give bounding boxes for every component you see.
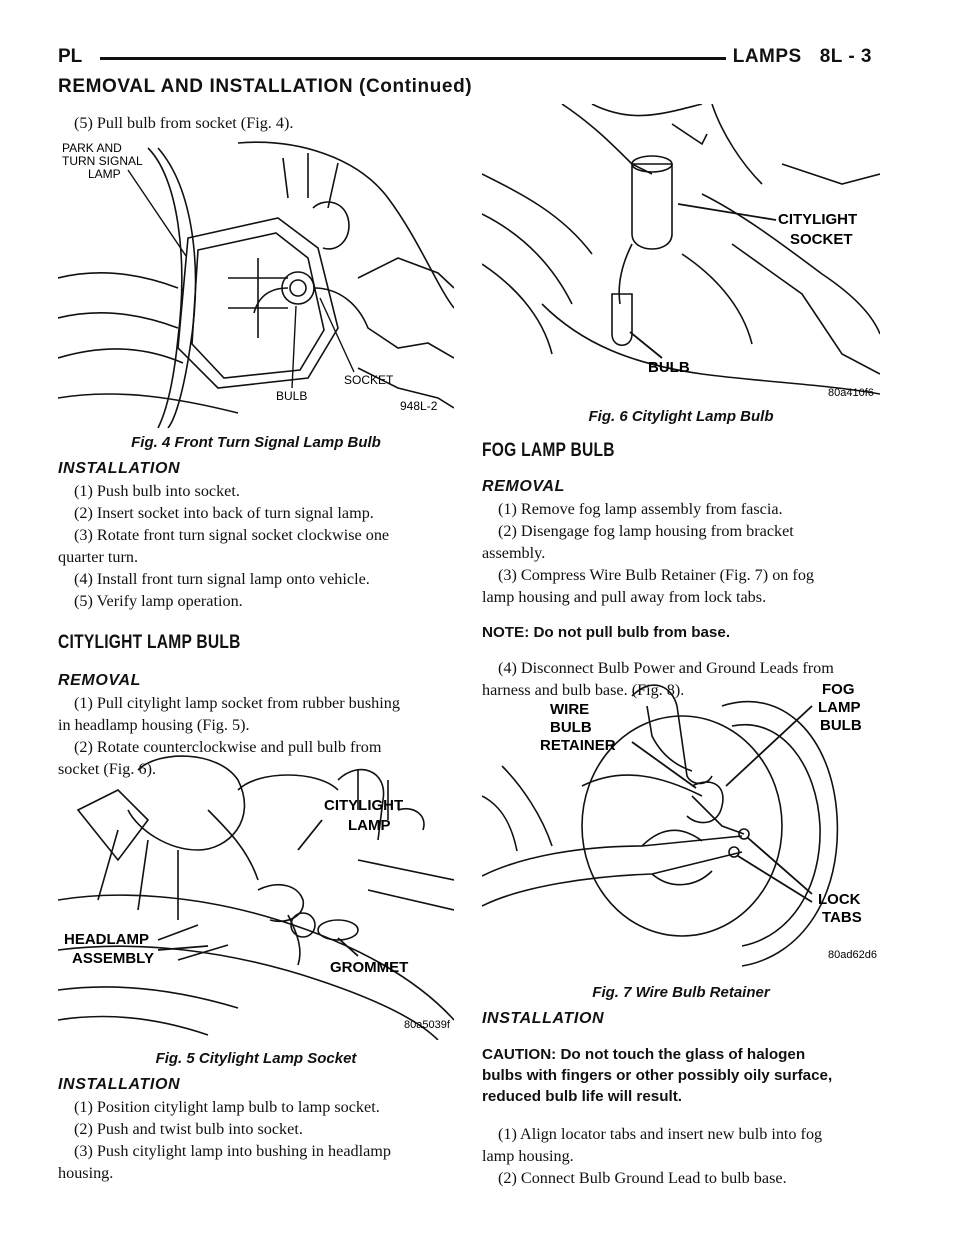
install-step-continued: lamp housing. — [482, 1147, 574, 1165]
install-step: (4) Install front turn signal lamp onto vehicle. — [74, 570, 370, 588]
fig7-label-tabs: TABS — [822, 909, 862, 926]
removal-heading: REMOVAL — [58, 672, 142, 689]
fig5-label-citylight: CITYLIGHT — [324, 797, 404, 814]
install-step: (2) Connect Bulb Ground Lead to bulb base. — [498, 1169, 787, 1187]
figure-7 — [482, 676, 880, 976]
installation-heading: INSTALLATION — [58, 460, 181, 477]
fig6-label-socket: SOCKET — [790, 231, 853, 248]
fig6-code: 80a410f6 — [828, 387, 874, 399]
removal-step-continued: assembly. — [482, 544, 546, 562]
fig4-label-park: PARK AND — [62, 141, 122, 155]
fig5-caption: Fig. 5 Citylight Lamp Socket — [155, 1050, 357, 1067]
install-step: (2) Push and twist bulb into socket. — [74, 1120, 303, 1138]
fig5-code: 80a5039f — [404, 1019, 450, 1031]
fig4-code: 948L-2 — [400, 399, 438, 413]
fig7-label-lock: LOCK — [818, 891, 861, 908]
install-step-continued: housing. — [58, 1164, 114, 1182]
citylight-heading: CITYLIGHT LAMP BULB — [58, 632, 241, 653]
fig7-caption: Fig. 7 Wire Bulb Retainer — [592, 984, 770, 1001]
figure-4-illustration — [58, 138, 454, 428]
fig7-label-bulb2: BULB — [820, 717, 862, 734]
right-column-fog — [482, 440, 880, 701]
note-text: NOTE: Do not pull bulb from base. — [482, 624, 731, 641]
fig7-label-fog: FOG — [822, 681, 855, 698]
install-step: (3) Push citylight lamp into bushing in headlamp — [74, 1142, 391, 1160]
left-column-installation-2 — [58, 1076, 458, 1184]
fig7-code: 80ad62d6 — [828, 949, 877, 961]
fig4-label-turn-signal: TURN SIGNAL — [62, 154, 143, 168]
section-continued-title: REMOVAL AND INSTALLATION (Continued) — [58, 76, 473, 97]
fig5-label-assembly: ASSEMBLY — [72, 950, 154, 967]
install-step: (2) Insert socket into back of turn signal lamp. — [74, 504, 374, 522]
figure-4 — [58, 138, 454, 428]
figure-5 — [58, 750, 454, 1040]
fig4-label-socket: SOCKET — [344, 373, 394, 387]
left-column-installation — [58, 460, 458, 780]
removal-step: (1) Remove fog lamp assembly from fascia. — [498, 500, 783, 518]
fig6-label-bulb: BULB — [648, 359, 690, 376]
fig7-label-wire: WIRE — [550, 701, 590, 718]
fig7-label-lamp: LAMP — [818, 699, 861, 716]
right-column-installation — [482, 1010, 880, 1189]
figure-5-illustration — [58, 750, 454, 1040]
figure-7-illustration — [482, 676, 880, 976]
step-text: (5) Pull bulb from socket (Fig. 4). — [74, 114, 294, 132]
fig6-caption: Fig. 6 Citylight Lamp Bulb — [588, 408, 774, 425]
fog-lamp-heading: FOG LAMP BULB — [482, 440, 615, 461]
figure-6-illustration — [482, 104, 880, 404]
left-column — [58, 112, 458, 134]
install-step: (3) Rotate front turn signal socket clockwise one — [74, 526, 390, 544]
header-title: LAMPS — [732, 46, 802, 67]
removal-step: (2) Rotate counterclockwise and pull bulb from — [74, 738, 382, 756]
caution-text: bulbs with fingers or other possibly oily surface, — [482, 1067, 833, 1084]
header-title-block — [733, 46, 872, 68]
install-step: (1) Position citylight lamp bulb to lamp socket. — [74, 1098, 380, 1116]
removal-step: (1) Pull citylight lamp socket from rubber bushing — [74, 694, 400, 712]
fig7-label-retainer: RETAINER — [540, 737, 616, 754]
install-step: (1) Align locator tabs and insert new bulb into fog — [498, 1125, 823, 1143]
caution-text: CAUTION: Do not touch the glass of halogen — [482, 1046, 806, 1063]
removal-step: (4) Disconnect Bulb Power and Ground Leads from — [498, 659, 834, 677]
fig5-label-headlamp: HEADLAMP — [64, 931, 149, 948]
removal-step-continued: lamp housing and pull away from lock tabs. — [482, 588, 767, 606]
fig4-label-lamp: LAMP — [88, 167, 121, 181]
removal-heading: REMOVAL — [482, 478, 566, 495]
fig5-label-grommet: GROMMET — [330, 959, 409, 976]
installation-heading: INSTALLATION — [482, 1010, 605, 1027]
fig6-label-citylight: CITYLIGHT — [778, 211, 858, 228]
removal-step-continued: socket (Fig. 6). — [58, 760, 157, 778]
install-step: (5) Verify lamp operation. — [74, 592, 243, 610]
caution-text: reduced bulb life will result. — [482, 1088, 683, 1105]
removal-step: (3) Compress Wire Bulb Retainer (Fig. 7) on fog — [498, 566, 815, 584]
fig4-caption: Fig. 4 Front Turn Signal Lamp Bulb — [131, 434, 381, 451]
install-step: (1) Push bulb into socket. — [74, 482, 240, 500]
header-section-code: PL — [58, 46, 83, 67]
fig4-label-bulb: BULB — [276, 389, 308, 403]
removal-step-continued: in headlamp housing (Fig. 5). — [58, 716, 250, 734]
fig7-label-bulb: BULB — [550, 719, 592, 736]
install-step-continued: quarter turn. — [58, 548, 139, 566]
figure-6 — [482, 104, 880, 404]
header-page-number: 8L - 3 — [819, 46, 872, 67]
header-rule — [100, 57, 726, 60]
removal-step: (2) Disengage fog lamp housing from bracket — [498, 522, 794, 540]
fig5-label-lamp: LAMP — [348, 817, 391, 834]
installation-heading: INSTALLATION — [58, 1076, 181, 1093]
removal-step-continued: harness and bulb base. (Fig. 8). — [482, 681, 685, 699]
